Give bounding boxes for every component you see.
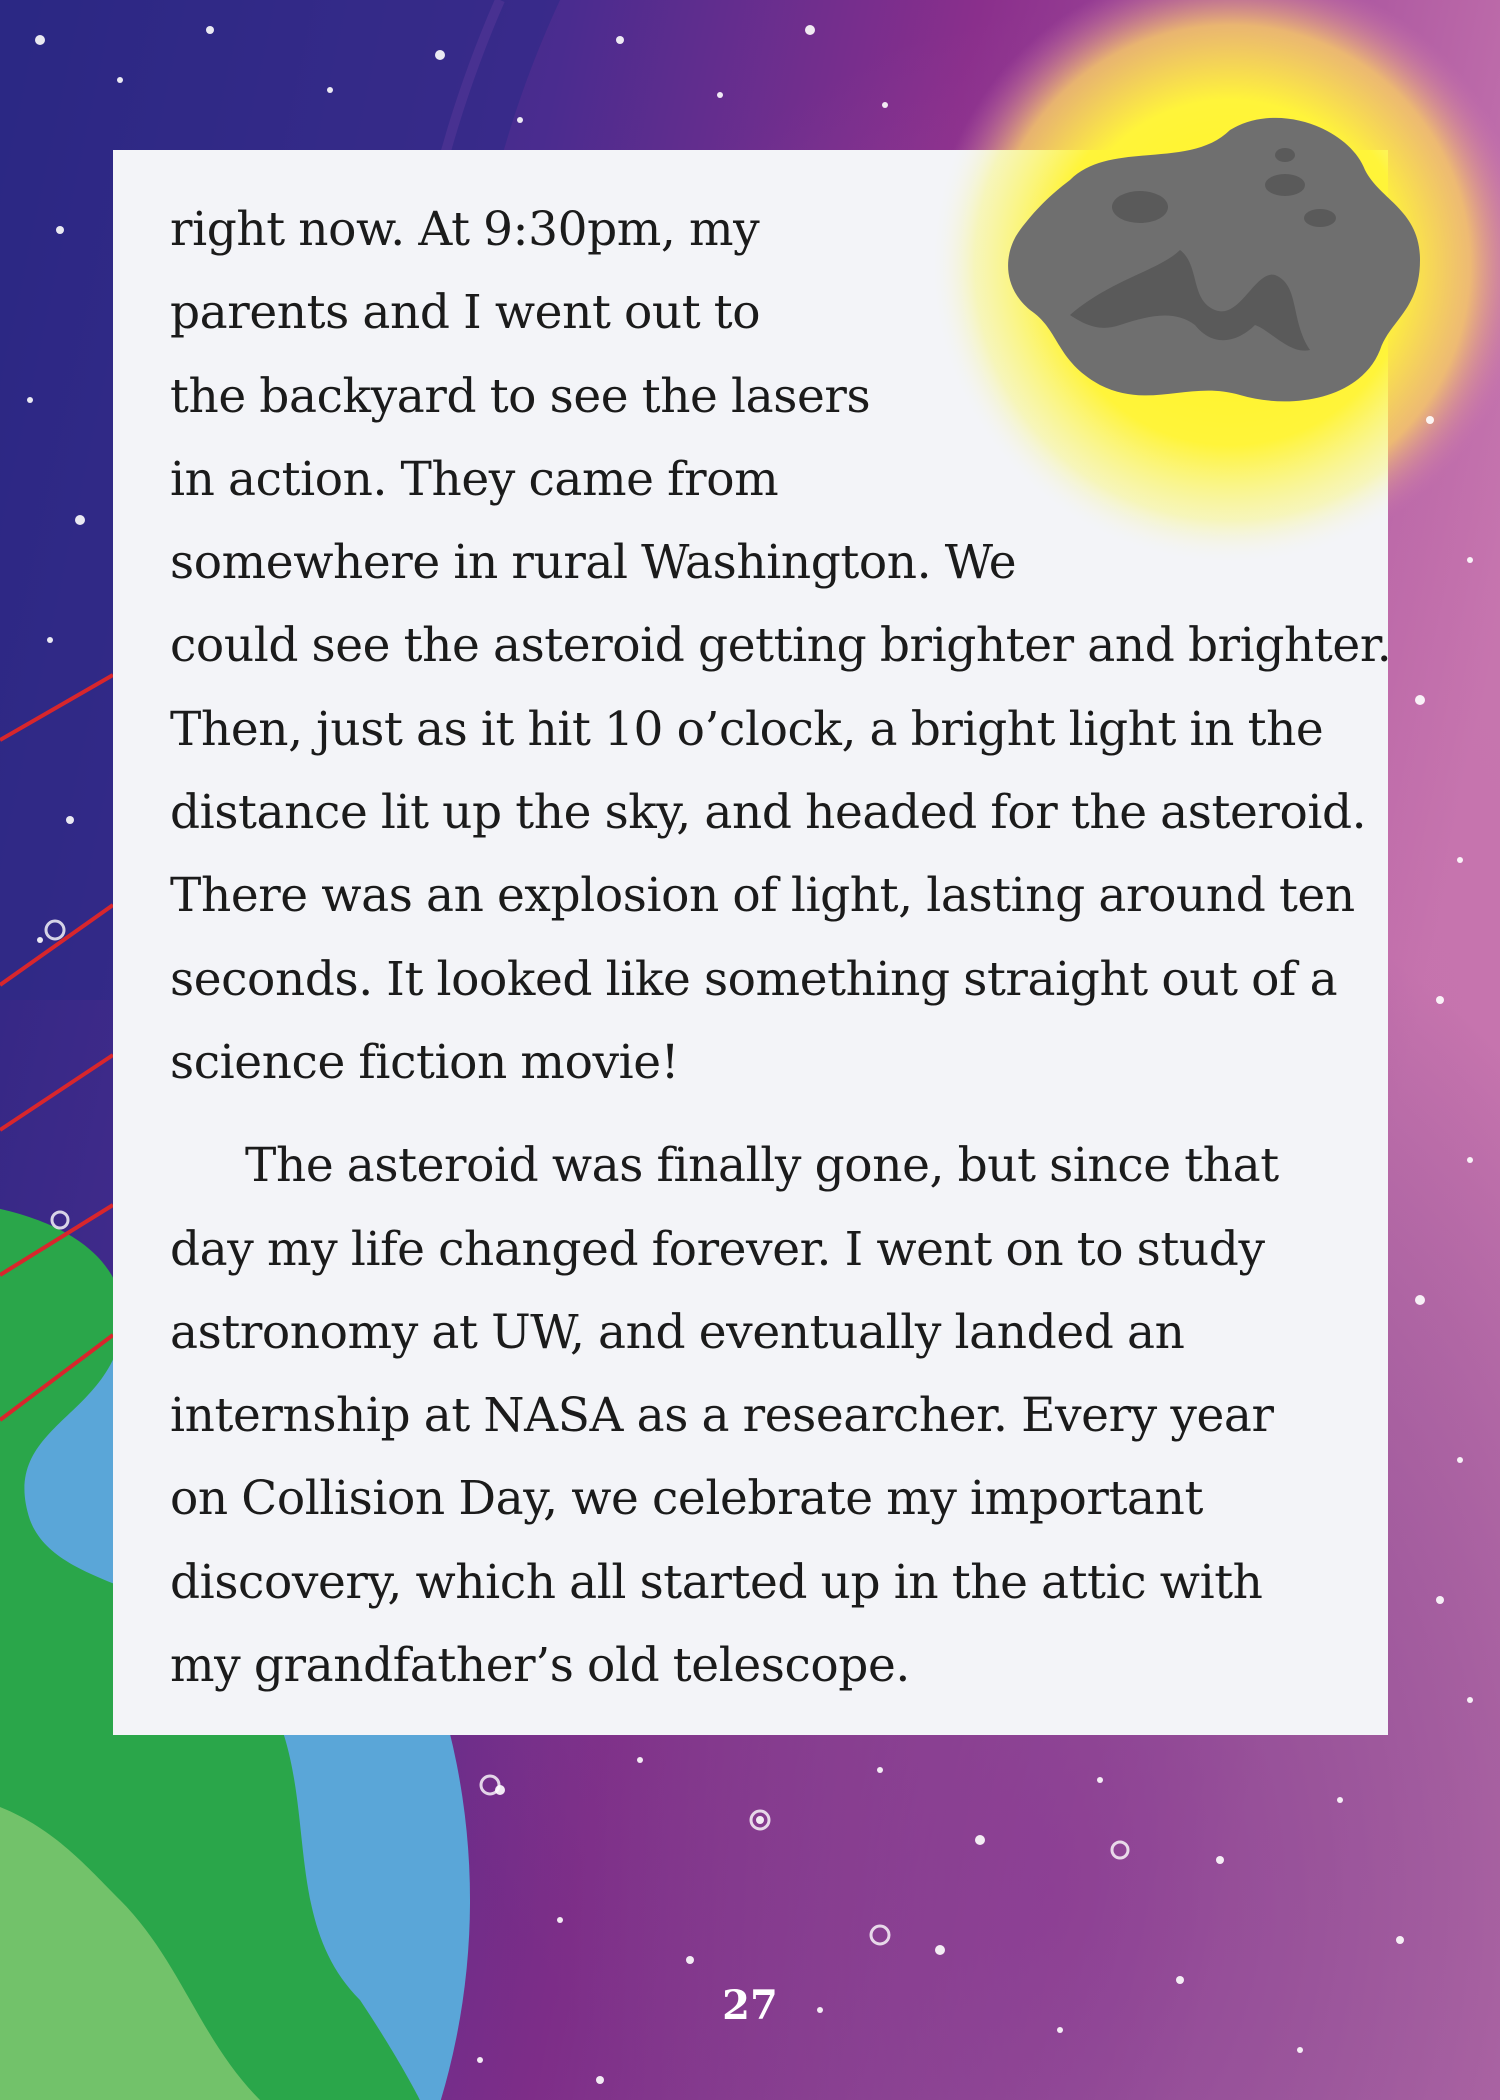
paragraph-line: astronomy at UW, and eventually landed an <box>170 1304 1185 1360</box>
paragraph-line: internship at NASA as a researcher. Every year <box>170 1388 1274 1444</box>
paragraph-line: seconds. It looked like something straight out of a <box>170 951 1338 1007</box>
paragraph-line: my grandfather’s old telescope. <box>170 1638 910 1694</box>
paragraph-gap <box>170 1104 1370 1124</box>
paragraph-line: Then, just as it hit 10 o’clock, a bright light in the <box>170 701 1324 757</box>
paragraph-line: in action. They came from <box>170 451 779 507</box>
paragraph-line: parents and I went out to <box>170 285 761 341</box>
paragraph-line: day my life changed forever. I went on to study <box>170 1221 1265 1277</box>
paragraph-line: the backyard to see the lasers <box>170 368 871 424</box>
paragraph-line: discovery, which all started up in the attic with <box>170 1554 1263 1610</box>
story-text <box>170 188 1392 1707</box>
paragraph-line: science fiction movie! <box>170 1034 680 1090</box>
paragraph-line: distance lit up the sky, and headed for the asteroid. <box>170 785 1367 841</box>
paragraph-line: somewhere in rural Washington. We <box>170 535 1017 591</box>
paragraph-line: right now. At 9:30pm, my <box>170 202 760 257</box>
page-number: 27 <box>722 1982 778 2029</box>
paragraph-line: could see the asteroid getting brighter and brighter. <box>170 618 1392 674</box>
paragraph-line: The asteroid was finally gone, but since that <box>245 1138 1279 1194</box>
paragraph-line: on Collision Day, we celebrate my important <box>170 1471 1203 1527</box>
paragraph-line: There was an explosion of light, lasting around ten <box>170 868 1355 924</box>
